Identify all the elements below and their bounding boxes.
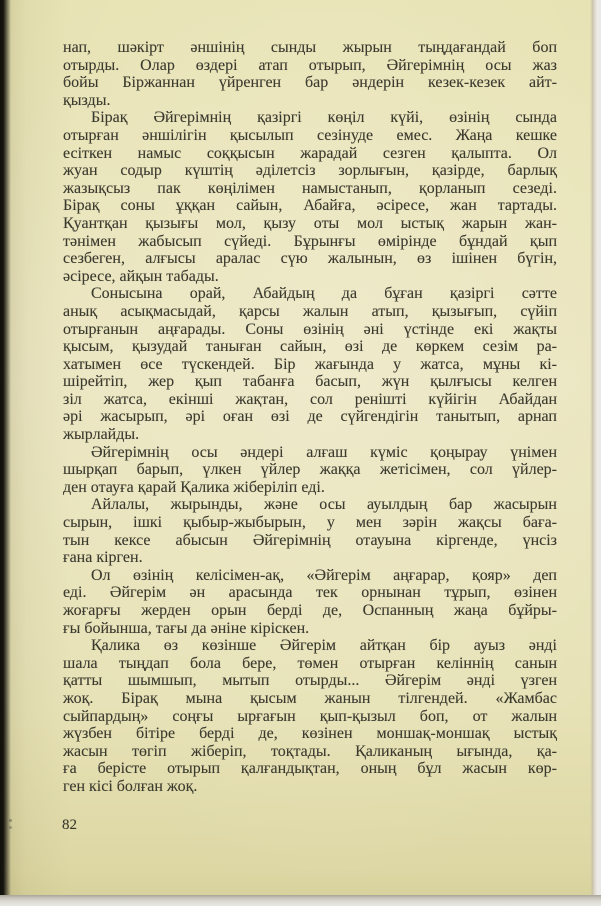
- text-line: Қуантқан қызығы мол, қызу оты мол ыстық жарын жан-: [63, 214, 557, 232]
- text-line: жоғарғы жерден орын берді де, Оспанның жаңа бұйры-: [63, 602, 557, 619]
- page-edge-right: [590, 0, 601, 895]
- text-line: Сонысына орай, Абайдың да бұған қазіргі сәтте: [91, 285, 557, 303]
- text-line: Қалика өз көзінше Әйгерім айтқан бір ауыз әнді: [91, 637, 557, 655]
- text-line: жуан содыр күштің әділетсіз зорлығын, қазірде, барлық: [63, 162, 557, 180]
- text-line: сырын, ішкі қыбыр-жыбырын, у мен зәрін жақсы баға-: [63, 514, 557, 532]
- text-line: қысым, қызудай таныған сайын, өзі де көркем сезім ра-: [63, 338, 557, 356]
- text-line: жырлайды.: [63, 426, 140, 444]
- text-line: отырған әншілігін қысылып сезінуде емес. Жаңа кешке: [63, 126, 557, 144]
- paragraph: [63, 285, 557, 443]
- text-line: ғы бойынша, тағы да әніне кіріскен.: [63, 619, 310, 637]
- text-line: қызды.: [63, 91, 111, 109]
- text-line: жоқ. Бірақ мына қысым жанын тілгендей. «Жамбас: [63, 689, 557, 707]
- paragraph: [63, 637, 557, 795]
- text-line: сезбеген, алғысы аралас сүю жалынын, өз ішінен бүгін,: [63, 250, 557, 268]
- text-line: Әйгерімнің осы әндері алғаш күміс қоңырау үнімен: [91, 443, 557, 461]
- text-line: сыйпардың» соңғы ырғағын қып-қызыл боп, от жалын: [63, 707, 557, 725]
- text-line: ғана кірген.: [63, 549, 143, 567]
- text-line: Айлалы, жырынды, және осы ауылдың бар жасырын: [91, 496, 557, 514]
- text-line: Бірақ Әйгерімнің қазіргі көңіл күйі, өзінің сында: [91, 109, 557, 127]
- text-line: Ол өзінің келісімен-ақ, «Әйгерім аңғарар, қояр» деп: [91, 566, 557, 584]
- text-line: хатымен өсе түскендей. Бір жағында у жатса, мұны кі-: [63, 355, 557, 373]
- text-line: әсіресе, айқын табады.: [63, 267, 219, 285]
- text-line: әрі жасырып, әрі оған өзі де сүйгендігін танытып, арнап: [63, 408, 557, 426]
- paragraph: [63, 567, 557, 637]
- paragraph: [63, 39, 557, 109]
- paragraph: [63, 496, 557, 566]
- text-line: отырды. Олар өздері атап отырып, Әйгерімнің осы жаз: [63, 56, 557, 74]
- text-line: бойы Біржаннан үйренген бар әндерін кезек-кезек айт-: [63, 74, 557, 92]
- page-number: 82: [62, 817, 77, 833]
- text-line: қатты шымшып, мытып отырды... Әйгерім әнді үзген: [63, 672, 557, 690]
- text-line: тын кексе абысын Әйгерімнің отауына кіргенде, үнсіз: [63, 531, 557, 549]
- text-line: ген кісі болған жоқ.: [63, 777, 198, 795]
- text-line: жасын төгіп жіберіп, тоқтады. Қаликаның ығында, қа-: [63, 742, 557, 760]
- text-line: еді. Әйгерім ән арасында тек орнынан тұрып, өзінен: [63, 584, 557, 602]
- text-line: Бірақ соны ұққан сайын, Абайға, әсіресе, жан тартады.: [63, 197, 557, 215]
- page-edge-bottom: [0, 895, 601, 906]
- text-line: есіткен намыс соққысын жарадай сезген қалыпта. Ол: [63, 144, 557, 162]
- text-line: шала тыңдап бола бере, төмен отырған келіннің санын: [63, 654, 557, 672]
- text-block: [63, 39, 557, 796]
- text-line: ға берісте отырып қалғандықтан, оның бұл жасын көр-: [63, 760, 557, 778]
- text-line: жүзбен бітіре берді де, көзінен моншақ-моншақ ыстық: [63, 725, 557, 743]
- text-line: ден отауға қарай Қалика жіберіліп еді.: [63, 478, 325, 496]
- text-line: шірейтіп, жер қып табанға басып, жүн қылғысы келген: [63, 373, 557, 391]
- text-line: нап, шәкірт әншінің сынды жырын тыңдағандай боп: [63, 39, 557, 56]
- text-line: тәнімен жабысып сүйеді. Бұрынғы өмірінде бұндай қып: [63, 232, 557, 250]
- text-line: отырғанын аңғарады. Соны өзінің әні үстінде екі жақты: [63, 320, 557, 338]
- text-line: зіл жатса, екінші жақтан, сол ренішті күйігін Абайдан: [63, 390, 557, 408]
- paragraph: [63, 444, 557, 497]
- text-line: жазықсыз пак көңілімен намыстанып, қорланып сезеді.: [63, 179, 557, 197]
- paragraph: [63, 109, 557, 285]
- text-line: шырқап барып, үлкен үйлер жаққа жетісімен, сол үйлер-: [63, 461, 557, 479]
- text-line: анық асықмасыдай, қарсы жалын атып, қызығып, сүйіп: [63, 302, 557, 320]
- page-edge-left: [0, 0, 11, 896]
